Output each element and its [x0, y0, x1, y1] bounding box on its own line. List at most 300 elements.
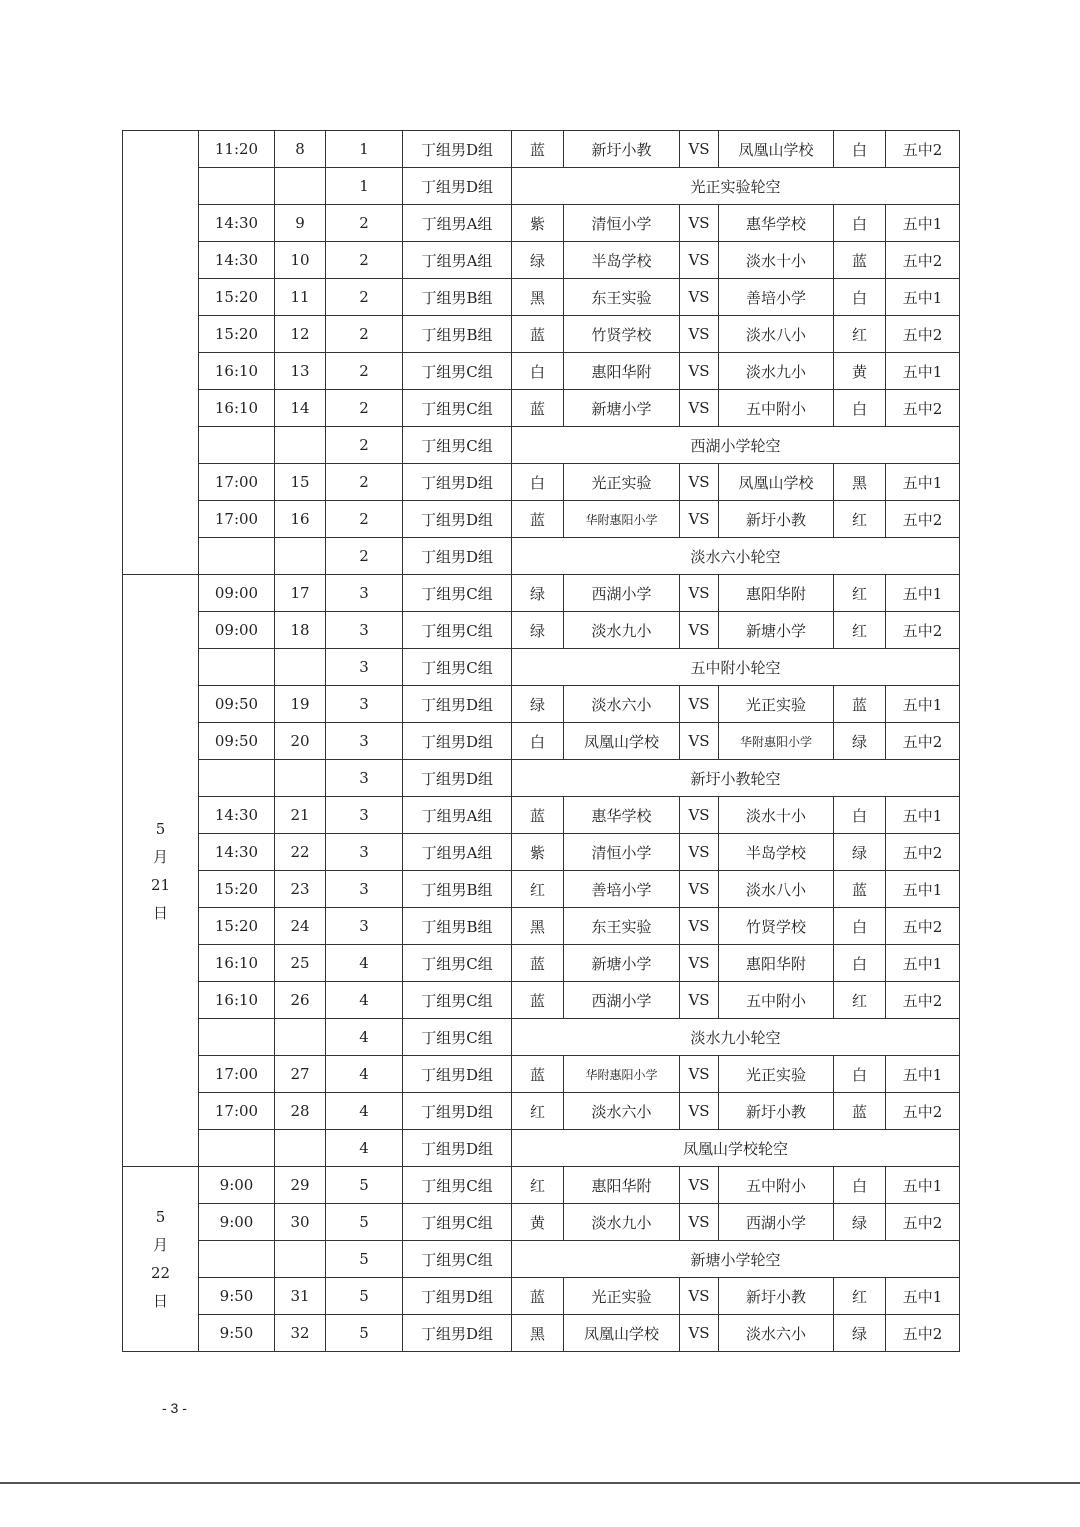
venue-cell: 五中2: [886, 1204, 960, 1241]
vs-cell: VS: [680, 242, 719, 279]
group-cell: 丁组男C组: [403, 945, 512, 982]
jersey-color-b-cell: 蓝: [834, 1093, 886, 1130]
jersey-color-a-cell: 紫: [512, 205, 564, 242]
time-cell: 14:30: [199, 205, 275, 242]
group-cell: 丁组男C组: [403, 612, 512, 649]
team-a-cell: 东王实验: [564, 908, 680, 945]
jersey-color-a-cell: 黑: [512, 1315, 564, 1352]
table-row: [123, 1241, 960, 1278]
group-cell: 丁组男B组: [403, 871, 512, 908]
vs-cell: VS: [680, 279, 719, 316]
round-cell: 2: [326, 538, 403, 575]
time-cell: 16:10: [199, 945, 275, 982]
date-label-line: 月: [152, 847, 168, 866]
vs-cell: VS: [680, 612, 719, 649]
jersey-color-b-cell: 蓝: [834, 871, 886, 908]
table-row: [123, 760, 960, 797]
round-cell: 1: [326, 168, 403, 205]
team-a-cell: 西湖小学: [564, 982, 680, 1019]
group-cell: 丁组男D组: [403, 686, 512, 723]
match-number-cell: [275, 427, 326, 464]
table-row: [123, 390, 960, 427]
round-cell: 2: [326, 353, 403, 390]
team-b-cell: 惠华学校: [719, 205, 834, 242]
time-cell: 15:20: [199, 316, 275, 353]
round-cell: 2: [326, 316, 403, 353]
time-cell: 14:30: [199, 242, 275, 279]
round-cell: 4: [326, 945, 403, 982]
table-row: [123, 1130, 960, 1167]
team-b-cell: 五中附小: [719, 390, 834, 427]
jersey-color-a-cell: 白: [512, 723, 564, 760]
time-cell: 16:10: [199, 982, 275, 1019]
group-cell: 丁组男C组: [403, 1019, 512, 1056]
bottom-divider: [0, 1482, 1080, 1484]
vs-cell: VS: [680, 1204, 719, 1241]
vs-cell: VS: [680, 464, 719, 501]
bye-cell: 新圩小教轮空: [512, 760, 960, 797]
round-cell: 2: [326, 464, 403, 501]
table-row: [123, 797, 960, 834]
venue-cell: 五中2: [886, 1093, 960, 1130]
round-cell: 2: [326, 390, 403, 427]
table-row: [123, 908, 960, 945]
time-cell: 17:00: [199, 1093, 275, 1130]
group-cell: 丁组男D组: [403, 1278, 512, 1315]
match-number-cell: 15: [275, 464, 326, 501]
round-cell: 2: [326, 242, 403, 279]
date-cell: [123, 1167, 199, 1352]
time-cell: 14:30: [199, 797, 275, 834]
date-label-line: 月: [152, 1236, 168, 1254]
team-a-cell: 光正实验: [564, 464, 680, 501]
team-b-cell: 淡水八小: [719, 316, 834, 353]
round-cell: 3: [326, 723, 403, 760]
team-a-cell: 惠华学校: [564, 797, 680, 834]
round-cell: 2: [326, 205, 403, 242]
round-cell: 3: [326, 797, 403, 834]
group-cell: 丁组男B组: [403, 316, 512, 353]
match-number-cell: 10: [275, 242, 326, 279]
venue-cell: 五中1: [886, 205, 960, 242]
jersey-color-b-cell: 绿: [834, 1204, 886, 1241]
group-cell: 丁组男C组: [403, 353, 512, 390]
jersey-color-b-cell: 白: [834, 945, 886, 982]
vs-cell: VS: [680, 797, 719, 834]
group-cell: 丁组男D组: [403, 131, 512, 168]
table-row: [123, 1056, 960, 1093]
match-number-cell: 18: [275, 612, 326, 649]
match-number-cell: 20: [275, 723, 326, 760]
match-number-cell: [275, 538, 326, 575]
jersey-color-b-cell: 红: [834, 575, 886, 612]
jersey-color-a-cell: 蓝: [512, 1278, 564, 1315]
vs-cell: VS: [680, 982, 719, 1019]
team-a-cell: 淡水九小: [564, 612, 680, 649]
group-cell: 丁组男C组: [403, 649, 512, 686]
date-cell: [123, 131, 199, 575]
time-cell: 16:10: [199, 390, 275, 427]
group-cell: 丁组男D组: [403, 1315, 512, 1352]
jersey-color-b-cell: 蓝: [834, 686, 886, 723]
table-row: [123, 316, 960, 353]
venue-cell: 五中2: [886, 242, 960, 279]
team-b-cell: 五中附小: [719, 982, 834, 1019]
venue-cell: 五中1: [886, 1167, 960, 1204]
team-b-cell: 新圩小教: [719, 1093, 834, 1130]
jersey-color-b-cell: 红: [834, 982, 886, 1019]
date-label-line: 21: [150, 875, 171, 894]
team-a-cell: 凤凰山学校: [564, 1315, 680, 1352]
vs-cell: VS: [680, 353, 719, 390]
match-number-cell: 12: [275, 316, 326, 353]
jersey-color-b-cell: 红: [834, 501, 886, 538]
jersey-color-a-cell: 蓝: [512, 316, 564, 353]
round-cell: 4: [326, 1093, 403, 1130]
jersey-color-a-cell: 红: [512, 871, 564, 908]
round-cell: 4: [326, 1019, 403, 1056]
vs-cell: VS: [680, 316, 719, 353]
group-cell: 丁组男C组: [403, 1167, 512, 1204]
table-row: [123, 279, 960, 316]
group-cell: 丁组男D组: [403, 1130, 512, 1167]
round-cell: 3: [326, 871, 403, 908]
venue-cell: 五中1: [886, 1056, 960, 1093]
vs-cell: VS: [680, 945, 719, 982]
bye-cell: 淡水九小轮空: [512, 1019, 960, 1056]
team-a-cell: 淡水九小: [564, 1204, 680, 1241]
group-cell: 丁组男A组: [403, 797, 512, 834]
date-label-line: 日: [152, 1292, 168, 1310]
jersey-color-b-cell: 红: [834, 316, 886, 353]
group-cell: 丁组男D组: [403, 1056, 512, 1093]
team-a-cell: 惠阳华附: [564, 353, 680, 390]
round-cell: 5: [326, 1167, 403, 1204]
jersey-color-a-cell: 蓝: [512, 390, 564, 427]
match-number-cell: 23: [275, 871, 326, 908]
group-cell: 丁组男A组: [403, 242, 512, 279]
team-a-cell: 半岛学校: [564, 242, 680, 279]
jersey-color-a-cell: 黑: [512, 279, 564, 316]
round-cell: 3: [326, 686, 403, 723]
jersey-color-a-cell: 红: [512, 1093, 564, 1130]
bye-cell: 淡水六小轮空: [512, 538, 960, 575]
match-number-cell: 19: [275, 686, 326, 723]
time-cell: 09:50: [199, 723, 275, 760]
match-number-cell: [275, 1019, 326, 1056]
venue-cell: 五中1: [886, 279, 960, 316]
round-cell: 5: [326, 1315, 403, 1352]
round-cell: 3: [326, 612, 403, 649]
group-cell: 丁组男D组: [403, 168, 512, 205]
vs-cell: VS: [680, 390, 719, 427]
time-cell: 09:50: [199, 686, 275, 723]
team-b-cell: 华附惠阳小学: [719, 723, 834, 760]
match-number-cell: 31: [275, 1278, 326, 1315]
table-row: [123, 871, 960, 908]
match-number-cell: 30: [275, 1204, 326, 1241]
round-cell: 4: [326, 1056, 403, 1093]
venue-cell: 五中2: [886, 908, 960, 945]
team-a-cell: 新圩小教: [564, 131, 680, 168]
vs-cell: VS: [680, 908, 719, 945]
venue-cell: 五中1: [886, 797, 960, 834]
venue-cell: 五中2: [886, 316, 960, 353]
vs-cell: VS: [680, 723, 719, 760]
match-number-cell: 27: [275, 1056, 326, 1093]
team-b-cell: 惠阳华附: [719, 575, 834, 612]
team-b-cell: 淡水九小: [719, 353, 834, 390]
jersey-color-b-cell: 绿: [834, 834, 886, 871]
jersey-color-b-cell: 黑: [834, 464, 886, 501]
venue-cell: 五中1: [886, 871, 960, 908]
match-number-cell: [275, 1241, 326, 1278]
vs-cell: VS: [680, 871, 719, 908]
match-number-cell: 16: [275, 501, 326, 538]
jersey-color-a-cell: 绿: [512, 686, 564, 723]
table-row: [123, 723, 960, 760]
group-cell: 丁组男C组: [403, 982, 512, 1019]
date-label-line: 5: [155, 819, 166, 838]
round-cell: 2: [326, 501, 403, 538]
jersey-color-a-cell: 蓝: [512, 982, 564, 1019]
table-row: [123, 427, 960, 464]
table-row: [123, 168, 960, 205]
team-a-cell: 西湖小学: [564, 575, 680, 612]
jersey-color-b-cell: 绿: [834, 1315, 886, 1352]
match-number-cell: 13: [275, 353, 326, 390]
match-number-cell: [275, 168, 326, 205]
team-b-cell: 新塘小学: [719, 612, 834, 649]
venue-cell: 五中2: [886, 390, 960, 427]
group-cell: 丁组男C组: [403, 390, 512, 427]
time-cell: 9:00: [199, 1204, 275, 1241]
jersey-color-a-cell: 紫: [512, 834, 564, 871]
time-cell: [199, 427, 275, 464]
jersey-color-a-cell: 黄: [512, 1204, 564, 1241]
group-cell: 丁组男D组: [403, 760, 512, 797]
table-row: [123, 242, 960, 279]
team-a-cell: 华附惠阳小学: [564, 1056, 680, 1093]
jersey-color-b-cell: 绿: [834, 723, 886, 760]
team-b-cell: 淡水八小: [719, 871, 834, 908]
team-a-cell: 清恒小学: [564, 834, 680, 871]
time-cell: [199, 538, 275, 575]
match-number-cell: 29: [275, 1167, 326, 1204]
match-schedule-table: [122, 130, 960, 1352]
bye-cell: 凤凰山学校轮空: [512, 1130, 960, 1167]
jersey-color-b-cell: 白: [834, 1056, 886, 1093]
match-number-cell: 24: [275, 908, 326, 945]
venue-cell: 五中2: [886, 131, 960, 168]
team-b-cell: 凤凰山学校: [719, 131, 834, 168]
jersey-color-a-cell: 蓝: [512, 131, 564, 168]
vs-cell: VS: [680, 1167, 719, 1204]
round-cell: 5: [326, 1241, 403, 1278]
group-cell: 丁组男B组: [403, 279, 512, 316]
team-a-cell: 竹贤学校: [564, 316, 680, 353]
jersey-color-a-cell: 蓝: [512, 945, 564, 982]
team-a-cell: 光正实验: [564, 1278, 680, 1315]
match-number-cell: 17: [275, 575, 326, 612]
table-row: [123, 1019, 960, 1056]
match-number-cell: 9: [275, 205, 326, 242]
team-b-cell: 光正实验: [719, 1056, 834, 1093]
team-b-cell: 五中附小: [719, 1167, 834, 1204]
jersey-color-b-cell: 白: [834, 131, 886, 168]
match-number-cell: [275, 1130, 326, 1167]
round-cell: 5: [326, 1278, 403, 1315]
round-cell: 3: [326, 649, 403, 686]
round-cell: 2: [326, 427, 403, 464]
group-cell: 丁组男D组: [403, 1093, 512, 1130]
time-cell: 15:20: [199, 279, 275, 316]
team-a-cell: 淡水六小: [564, 1093, 680, 1130]
date-cell: [123, 575, 199, 1167]
group-cell: 丁组男D组: [403, 501, 512, 538]
bye-cell: 新塘小学轮空: [512, 1241, 960, 1278]
venue-cell: 五中1: [886, 945, 960, 982]
jersey-color-b-cell: 红: [834, 612, 886, 649]
jersey-color-b-cell: 白: [834, 797, 886, 834]
round-cell: 3: [326, 760, 403, 797]
time-cell: [199, 649, 275, 686]
table-row: [123, 131, 960, 168]
venue-cell: 五中1: [886, 575, 960, 612]
match-number-cell: 25: [275, 945, 326, 982]
jersey-color-a-cell: 白: [512, 464, 564, 501]
venue-cell: 五中1: [886, 464, 960, 501]
jersey-color-b-cell: 红: [834, 1278, 886, 1315]
team-b-cell: 竹贤学校: [719, 908, 834, 945]
group-cell: 丁组男B组: [403, 908, 512, 945]
jersey-color-b-cell: 白: [834, 390, 886, 427]
jersey-color-b-cell: 白: [834, 205, 886, 242]
group-cell: 丁组男D组: [403, 723, 512, 760]
table-row: [123, 1093, 960, 1130]
team-a-cell: 淡水六小: [564, 686, 680, 723]
table-row: [123, 1204, 960, 1241]
page-number: - 3 -: [162, 1400, 187, 1416]
jersey-color-a-cell: 红: [512, 1167, 564, 1204]
vs-cell: VS: [680, 1278, 719, 1315]
venue-cell: 五中2: [886, 982, 960, 1019]
table-row: [123, 834, 960, 871]
match-number-cell: 22: [275, 834, 326, 871]
match-number-cell: 32: [275, 1315, 326, 1352]
time-cell: 09:00: [199, 575, 275, 612]
round-cell: 4: [326, 982, 403, 1019]
jersey-color-a-cell: 蓝: [512, 797, 564, 834]
team-b-cell: 淡水六小: [719, 1315, 834, 1352]
time-cell: [199, 1241, 275, 1278]
team-a-cell: 华附惠阳小学: [564, 501, 680, 538]
group-cell: 丁组男A组: [403, 205, 512, 242]
vs-cell: VS: [680, 1093, 719, 1130]
match-number-cell: 28: [275, 1093, 326, 1130]
team-b-cell: 半岛学校: [719, 834, 834, 871]
round-cell: 4: [326, 1130, 403, 1167]
team-a-cell: 惠阳华附: [564, 1167, 680, 1204]
table-row: [123, 686, 960, 723]
team-b-cell: 西湖小学: [719, 1204, 834, 1241]
team-b-cell: 新圩小教: [719, 501, 834, 538]
match-number-cell: 14: [275, 390, 326, 427]
time-cell: [199, 1130, 275, 1167]
team-a-cell: 东王实验: [564, 279, 680, 316]
bye-cell: 光正实验轮空: [512, 168, 960, 205]
table-row: [123, 982, 960, 1019]
team-a-cell: 新塘小学: [564, 945, 680, 982]
round-cell: 3: [326, 834, 403, 871]
table-row: [123, 612, 960, 649]
time-cell: 17:00: [199, 501, 275, 538]
match-number-cell: [275, 649, 326, 686]
venue-cell: 五中2: [886, 501, 960, 538]
jersey-color-b-cell: 白: [834, 908, 886, 945]
venue-cell: 五中1: [886, 686, 960, 723]
vs-cell: VS: [680, 131, 719, 168]
team-b-cell: 新圩小教: [719, 1278, 834, 1315]
round-cell: 3: [326, 908, 403, 945]
jersey-color-a-cell: 黑: [512, 908, 564, 945]
time-cell: 09:00: [199, 612, 275, 649]
time-cell: 17:00: [199, 464, 275, 501]
jersey-color-a-cell: 绿: [512, 612, 564, 649]
venue-cell: 五中1: [886, 1278, 960, 1315]
jersey-color-a-cell: 蓝: [512, 1056, 564, 1093]
vs-cell: VS: [680, 575, 719, 612]
match-number-cell: 11: [275, 279, 326, 316]
match-number-cell: 8: [275, 131, 326, 168]
match-number-cell: 26: [275, 982, 326, 1019]
jersey-color-b-cell: 白: [834, 1167, 886, 1204]
group-cell: 丁组男C组: [403, 427, 512, 464]
team-a-cell: 清恒小学: [564, 205, 680, 242]
time-cell: 17:00: [199, 1056, 275, 1093]
group-cell: 丁组男D组: [403, 464, 512, 501]
round-cell: 2: [326, 279, 403, 316]
time-cell: [199, 760, 275, 797]
group-cell: 丁组男C组: [403, 575, 512, 612]
time-cell: [199, 1019, 275, 1056]
table-row: [123, 501, 960, 538]
team-a-cell: 善培小学: [564, 871, 680, 908]
table-row: [123, 945, 960, 982]
bye-cell: 五中附小轮空: [512, 649, 960, 686]
table-row: [123, 353, 960, 390]
jersey-color-b-cell: 黄: [834, 353, 886, 390]
vs-cell: VS: [680, 501, 719, 538]
vs-cell: VS: [680, 686, 719, 723]
venue-cell: 五中2: [886, 1315, 960, 1352]
table-row: [123, 649, 960, 686]
jersey-color-a-cell: 白: [512, 353, 564, 390]
table-row: [123, 464, 960, 501]
group-cell: 丁组男C组: [403, 1241, 512, 1278]
table-row: [123, 1315, 960, 1352]
table-row: [123, 1278, 960, 1315]
date-label-line: 22: [150, 1264, 171, 1282]
vs-cell: VS: [680, 205, 719, 242]
team-b-cell: 善培小学: [719, 279, 834, 316]
time-cell: 9:50: [199, 1278, 275, 1315]
date-label-line: 日: [152, 903, 168, 922]
jersey-color-b-cell: 白: [834, 279, 886, 316]
time-cell: 15:20: [199, 871, 275, 908]
bye-cell: 西湖小学轮空: [512, 427, 960, 464]
table-row: [123, 575, 960, 612]
